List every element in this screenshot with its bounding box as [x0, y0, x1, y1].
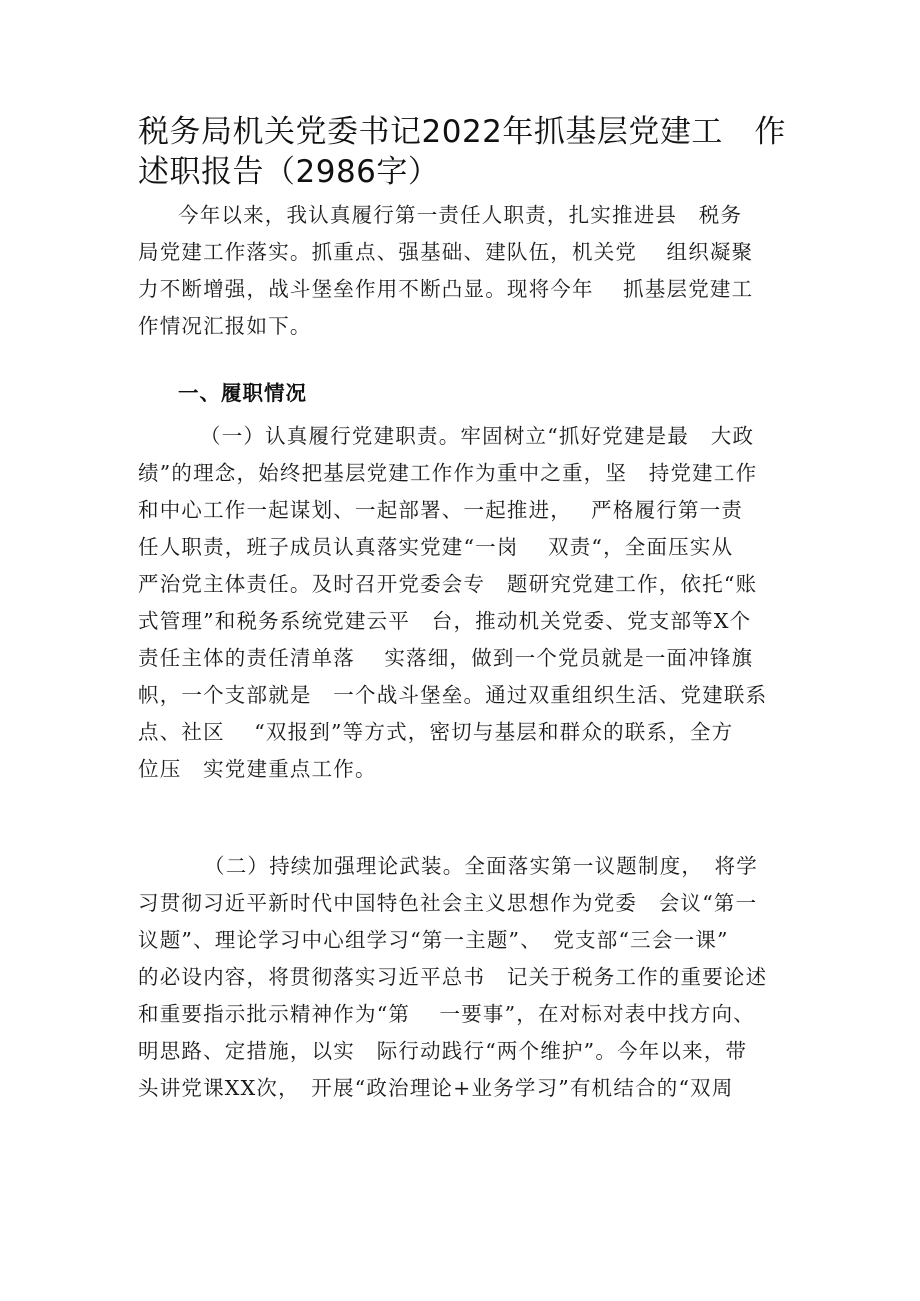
paragraph-line: 习贯彻习近平新时代中国特色社会主义思想作为党委 会议“第一	[138, 891, 758, 915]
title-line-2: 述职报告（2986字）	[138, 154, 440, 190]
intro-line: 作情况汇报如下。	[138, 314, 312, 338]
paragraph-line: 的必设内容，将贯彻落实习近平总书 记关于税务工作的重要论述	[138, 965, 768, 989]
paragraph-line: 点、社区 “双报到”等方式，密切与基层和群众的联系，全方	[138, 720, 734, 744]
title-line-1: 税务局机关党委书记2022年抓基层党建工 作	[138, 114, 786, 150]
paragraph-line: 责任主体的责任清单落 实落细，做到一个党员就是一面冲锋旗	[138, 646, 754, 670]
paragraph-line: 和中心工作一起谋划、一起部署、一起推进， 严格履行第一责	[138, 498, 744, 522]
paragraph-line: 议题”、理论学习中心组学习“第一主题”、 党支部“三会一课”	[138, 928, 729, 952]
paragraph-line: 绩”的理念，始终把基层党建工作作为重中之重，坚 持党建工作	[138, 461, 758, 485]
intro-line: 力不断增强，战斗堡垒作用不断凸显。现将今年 抓基层党建工	[138, 277, 754, 301]
document-title	[138, 112, 798, 192]
paragraph-line: （一）认真履行党建职责。牢固树立“抓好党建是最 大政	[200, 424, 755, 448]
paragraph-line: 帜，一个支部就是 一个战斗堡垒。通过双重组织生活、党建联系	[138, 683, 768, 707]
paragraph-line: 任人职责，班子成员认真落实党建“一岗 双责“，全面压实从	[138, 535, 734, 559]
paragraph-line: 位压 实党建重点工作。	[138, 757, 377, 781]
section-heading-1: 一、履职情况	[178, 381, 307, 405]
paragraph-2	[138, 848, 798, 1107]
intro-line: 局党建工作落实。抓重点、强基础、建队伍，机关党 组织凝聚	[138, 240, 754, 264]
paragraph-line: 头讲党课XX次， 开展“政治理论+业务学习”有机结合的“双周	[138, 1076, 734, 1100]
paragraph-line: 式管理”和税务系统党建云平 台，推动机关党委、党支部等X个	[138, 609, 752, 633]
paragraph-line: 明思路、定措施，以实 际行动践行“两个维护”。今年以来，带	[138, 1039, 748, 1063]
intro-paragraph	[138, 197, 798, 345]
paragraph-1	[138, 418, 798, 788]
paragraph-line: （二）持续加强理论武装。全面落实第一议题制度， 将学	[204, 854, 758, 878]
paragraph-line: 和重要指示批示精神作为“第 一要事”，在对标对表中找方向、	[138, 1002, 755, 1026]
paragraph-line: 严治党主体责任。及时召开党委会专 题研究党建工作，依托“账	[138, 572, 758, 596]
intro-line: 今年以来，我认真履行第一责任人职责，扎实推进县 税务	[178, 203, 743, 227]
